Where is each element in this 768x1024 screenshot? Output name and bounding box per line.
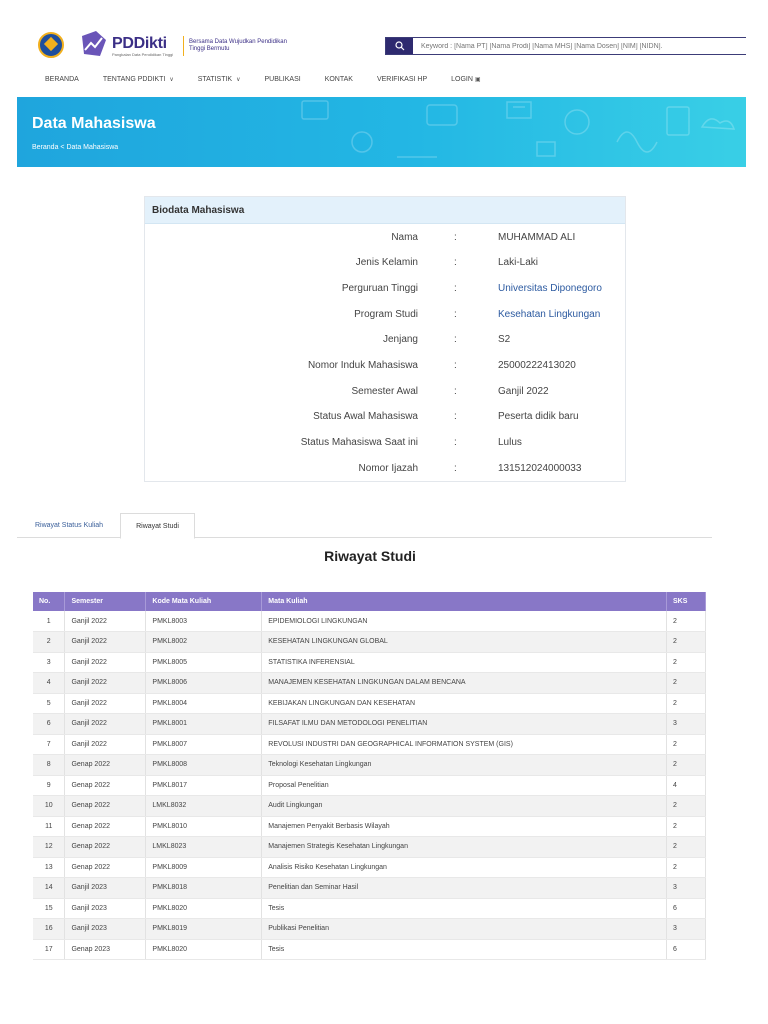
cell-kode: PMKL8007: [146, 734, 262, 755]
nav-item-label: LOGIN: [451, 75, 473, 83]
biodata-colon: :: [454, 232, 457, 243]
nav-item-statistik[interactable]: [198, 74, 241, 84]
cell-mata-kuliah: Audit Lingkungan: [262, 796, 667, 817]
biodata-label: Status Mahasiswa Saat ini: [300, 437, 418, 448]
cell-sks: 3: [667, 919, 706, 940]
biodata-row: [145, 437, 627, 451]
cell-no: 2: [33, 632, 65, 653]
table-row: [33, 652, 706, 673]
search-bar: [385, 37, 746, 55]
table-row: [33, 693, 706, 714]
biodata-row: [145, 360, 627, 374]
biodata-colon: :: [454, 437, 457, 448]
biodata-value: 25000222413020: [498, 360, 576, 371]
cell-mata-kuliah: Manajemen Penyakit Berbasis Wilayah: [262, 816, 667, 837]
biodata-value: S2: [498, 334, 511, 345]
cell-kode: PMKL8004: [146, 693, 262, 714]
nav-item-publikasi[interactable]: [265, 74, 301, 84]
col-header-sks: SKS: [667, 592, 706, 611]
biodata-row: [145, 463, 627, 477]
cell-mata-kuliah: Proposal Penelitian: [262, 775, 667, 796]
cell-semester: Genap 2022: [65, 816, 146, 837]
cell-kode: PMKL8008: [146, 755, 262, 776]
table-row: [33, 837, 706, 858]
pddikti-logo-icon[interactable]: [78, 30, 108, 58]
biodata-row: [145, 334, 627, 348]
kemdikbud-logo-icon[interactable]: [38, 32, 64, 58]
cell-semester: Ganjil 2022: [65, 714, 146, 735]
search-input[interactable]: [413, 38, 746, 54]
cell-sks: 6: [667, 898, 706, 919]
cell-semester: Ganjil 2022: [65, 693, 146, 714]
biodata-row: [145, 386, 627, 400]
cell-semester: Ganjil 2022: [65, 632, 146, 653]
cell-mata-kuliah: Tesis: [262, 939, 667, 960]
nav-item-label: KONTAK: [324, 75, 353, 83]
cell-semester: Genap 2022: [65, 837, 146, 858]
nav-item-verifikasi-hp[interactable]: [377, 74, 427, 84]
biodata-colon: :: [454, 360, 457, 371]
cell-kode: PMKL8002: [146, 632, 262, 653]
table-header-row: [33, 592, 706, 611]
cell-no: 7: [33, 734, 65, 755]
biodata-label: Status Awal Mahasiswa: [313, 411, 418, 422]
biodata-colon: :: [454, 463, 457, 474]
brand-tagline: Bersama Data Wujudkan Pendidikan Tinggi Bermutu: [189, 39, 287, 52]
cell-sks: 2: [667, 857, 706, 878]
cell-mata-kuliah: FILSAFAT ILMU DAN METODOLOGI PENELITIAN: [262, 714, 667, 735]
cell-sks: 2: [667, 816, 706, 837]
biodata-heading: Biodata Mahasiswa: [145, 197, 625, 224]
biodata-label: Nama: [391, 232, 418, 243]
table-row: [33, 714, 706, 735]
biodata-value: Peserta didik baru: [498, 411, 579, 422]
cell-kode: PMKL8001: [146, 714, 262, 735]
search-icon: [395, 41, 405, 51]
cell-sks: 6: [667, 939, 706, 960]
nav-item-kontak[interactable]: [325, 74, 353, 84]
tab-bar: [17, 513, 712, 538]
table-row: [33, 878, 706, 899]
lock-icon: ▣: [474, 76, 481, 83]
biodata-card: [144, 196, 626, 482]
table-row: [33, 632, 706, 653]
col-header-kode: Kode Mata Kuliah: [146, 592, 262, 611]
cell-mata-kuliah: Manajemen Strategis Kesehatan Lingkungan: [262, 837, 667, 858]
cell-no: 16: [33, 919, 65, 940]
cell-kode: PMKL8006: [146, 673, 262, 694]
biodata-row: [145, 309, 627, 323]
site-header: [0, 0, 768, 70]
nav-item-label: VERIFIKASI HP: [376, 75, 428, 83]
nav-item-label: TENTANG PDDIKTI: [102, 75, 166, 83]
cell-kode: PMKL8018: [146, 878, 262, 899]
cell-kode: PMKL8020: [146, 898, 262, 919]
biodata-value: 131512024000033: [498, 463, 582, 474]
brand-divider: [183, 36, 184, 56]
biodata-colon: :: [454, 257, 457, 268]
cell-mata-kuliah: Tesis: [262, 898, 667, 919]
search-button[interactable]: [386, 38, 413, 54]
cell-semester: Genap 2022: [65, 775, 146, 796]
cell-sks: 2: [667, 796, 706, 817]
nav-item-login[interactable]: [451, 74, 480, 84]
cell-no: 6: [33, 714, 65, 735]
cell-semester: Ganjil 2022: [65, 611, 146, 632]
biodata-row: [145, 283, 627, 297]
biodata-row: [145, 411, 627, 425]
cell-sks: 2: [667, 755, 706, 776]
nav-item-beranda[interactable]: [45, 74, 79, 84]
chevron-down-icon: ∨: [236, 76, 241, 83]
cell-no: 15: [33, 898, 65, 919]
main-nav: [45, 74, 505, 84]
section-title: Riwayat Studi: [324, 548, 416, 564]
col-header-mata-kuliah: Mata Kuliah: [262, 592, 667, 611]
biodata-colon: :: [454, 386, 457, 397]
cell-sks: 2: [667, 673, 706, 694]
cell-kode: LMKL8032: [146, 796, 262, 817]
cell-no: 9: [33, 775, 65, 796]
brand-subtitle: Pangkalan Data Pendidikan Tinggi: [112, 52, 174, 57]
biodata-colon: :: [454, 283, 457, 294]
tab-riwayat-status-kuliah[interactable]: Riwayat Status Kuliah: [34, 522, 104, 529]
cell-semester: Genap 2023: [65, 939, 146, 960]
cell-sks: 3: [667, 714, 706, 735]
page-banner: [17, 97, 746, 167]
biodata-label: Jenis Kelamin: [355, 257, 418, 268]
cell-no: 4: [33, 673, 65, 694]
cell-mata-kuliah: Publikasi Penelitian: [262, 919, 667, 940]
cell-mata-kuliah: REVOLUSI INDUSTRI DAN GEOGRAPHICAL INFORMATION SYSTEM (GIS): [262, 734, 667, 755]
cell-no: 14: [33, 878, 65, 899]
cell-kode: PMKL8005: [146, 652, 262, 673]
biodata-label: Perguruan Tinggi: [341, 283, 418, 294]
cell-sks: 2: [667, 693, 706, 714]
cell-no: 12: [33, 837, 65, 858]
cell-no: 17: [33, 939, 65, 960]
biodata-colon: :: [454, 309, 457, 320]
biodata-colon: :: [454, 411, 457, 422]
cell-sks: 2: [667, 837, 706, 858]
cell-mata-kuliah: STATISTIKA INFERENSIAL: [262, 652, 667, 673]
nav-item-label: STATISTIK: [197, 75, 233, 83]
table-row: [33, 775, 706, 796]
cell-semester: Ganjil 2023: [65, 919, 146, 940]
cell-sks: 4: [667, 775, 706, 796]
table-row: [33, 673, 706, 694]
biodata-label: Nomor Induk Mahasiswa: [307, 360, 418, 371]
cell-sks: 2: [667, 734, 706, 755]
biodata-value: Lulus: [498, 437, 522, 448]
table-row: [33, 755, 706, 776]
table-row: [33, 816, 706, 837]
cell-sks: 3: [667, 878, 706, 899]
cell-semester: Genap 2022: [65, 796, 146, 817]
table-row: [33, 939, 706, 960]
cell-sks: 2: [667, 632, 706, 653]
biodata-label: Program Studi: [354, 309, 418, 320]
cell-sks: 2: [667, 611, 706, 632]
cell-no: 13: [33, 857, 65, 878]
riwayat-studi-table: [33, 592, 706, 960]
table-row: [33, 796, 706, 817]
biodata-value[interactable]: Universitas Diponegoro: [498, 283, 602, 294]
cell-kode: LMKL8023: [146, 837, 262, 858]
table-row: [33, 857, 706, 878]
cell-semester: Genap 2022: [65, 857, 146, 878]
brand-name[interactable]: PDDikti: [112, 35, 167, 52]
cell-semester: Ganjil 2022: [65, 673, 146, 694]
biodata-row: [145, 232, 627, 246]
page-title: Data Mahasiswa: [32, 115, 156, 132]
cell-semester: Genap 2022: [65, 755, 146, 776]
table-row: [33, 898, 706, 919]
nav-item-label: BERANDA: [45, 75, 79, 83]
cell-kode: PMKL8003: [146, 611, 262, 632]
cell-mata-kuliah: KEBIJAKAN LINGKUNGAN DAN KESEHATAN: [262, 693, 667, 714]
cell-mata-kuliah: Teknologi Kesehatan Lingkungan: [262, 755, 667, 776]
biodata-row: [145, 257, 627, 271]
cell-kode: PMKL8009: [146, 857, 262, 878]
tab-riwayat-studi[interactable]: Riwayat Studi: [120, 513, 195, 539]
cell-no: 3: [33, 652, 65, 673]
cell-no: 5: [33, 693, 65, 714]
cell-no: 8: [33, 755, 65, 776]
cell-no: 10: [33, 796, 65, 817]
cell-semester: Ganjil 2023: [65, 878, 146, 899]
table-row: [33, 734, 706, 755]
chevron-down-icon: ∨: [169, 76, 174, 83]
table-row: [33, 611, 706, 632]
cell-sks: 2: [667, 652, 706, 673]
col-header-no: No.: [33, 592, 65, 611]
cell-semester: Ganjil 2023: [65, 898, 146, 919]
table-row: [33, 919, 706, 940]
nav-item-tentang-pddikti[interactable]: [103, 74, 174, 84]
cell-mata-kuliah: Penelitian dan Seminar Hasil: [262, 878, 667, 899]
cell-kode: PMKL8010: [146, 816, 262, 837]
cell-semester: Ganjil 2022: [65, 652, 146, 673]
breadcrumb[interactable]: Beranda < Data Mahasiswa: [32, 144, 119, 151]
biodata-label: Jenjang: [382, 334, 418, 345]
cell-mata-kuliah: MANAJEMEN KESEHATAN LINGKUNGAN DALAM BENCANA: [262, 673, 667, 694]
biodata-value: MUHAMMAD ALI: [498, 232, 576, 243]
col-header-semester: Semester: [65, 592, 146, 611]
biodata-value[interactable]: Kesehatan Lingkungan: [498, 309, 601, 320]
cell-kode: PMKL8019: [146, 919, 262, 940]
biodata-label: Semester Awal: [351, 386, 418, 397]
cell-mata-kuliah: EPIDEMIOLOGI LINGKUNGAN: [262, 611, 667, 632]
cell-kode: PMKL8017: [146, 775, 262, 796]
biodata-value: Ganjil 2022: [498, 386, 549, 397]
cell-semester: Ganjil 2022: [65, 734, 146, 755]
cell-kode: PMKL8020: [146, 939, 262, 960]
cell-mata-kuliah: KESEHATAN LINGKUNGAN GLOBAL: [262, 632, 667, 653]
biodata-value: Laki-Laki: [498, 257, 539, 268]
nav-item-label: PUBLIKASI: [264, 75, 301, 83]
biodata-colon: :: [454, 334, 457, 345]
biodata-label: Nomor Ijazah: [358, 463, 418, 474]
cell-mata-kuliah: Analisis Risiko Kesehatan Lingkungan: [262, 857, 667, 878]
cell-no: 11: [33, 816, 65, 837]
cell-no: 1: [33, 611, 65, 632]
